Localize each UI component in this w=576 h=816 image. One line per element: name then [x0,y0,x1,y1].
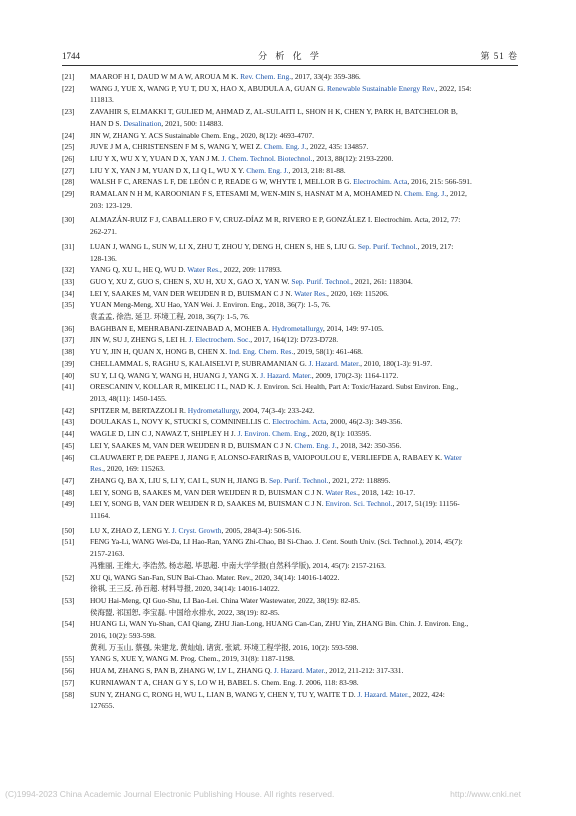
running-header [62,49,518,63]
reference-text: , 2022, 209: 117893. [219,265,282,275]
header-rule [62,65,518,66]
reference-number: [46] [62,452,75,462]
reference-text: SUN Y, ZHANG C, RONG H, WU L, LIAN B, WANG Y, CHEN Y, TU Y, WAITE T D. [90,689,358,699]
reference-text: SPITZER M, BERTAZZOLI R. [90,405,188,415]
reference-text: , 2020, 8(1): 103595. [307,429,372,439]
reference-text: , 2019, 217: [417,241,454,251]
reference-text: JUVE J M A, CHRISTENSEN F M S, WANG Y, WEI Z. [90,142,264,152]
reference-line [90,288,518,300]
reference-line [90,358,518,370]
reference-text: WAGLE D, LIN C J, NAWAZ T, SHIPLEY H J. [90,429,238,439]
reference-number: [29] [62,189,75,199]
reference-item [62,452,518,475]
reference-line [90,311,518,323]
reference-text: , 2022, 424: [408,689,445,699]
reference-text: , 2004, 74(3-4): 233-242. [238,405,315,415]
journal-link[interactable]: Sep. Purif. Technol. [268,475,329,485]
journal-link[interactable]: Chem. Eng. J. [294,440,337,450]
journal-link[interactable]: J. Environ. Chem. Eng. [237,429,308,439]
journal-link[interactable]: J. Hazard. Mater. [273,666,326,676]
journal-link[interactable]: J. Hazard. Mater. [260,370,312,380]
reference-line [90,583,518,595]
reference-number: [28] [62,177,75,187]
reference-text: LIU Y X, YAN J M, YUAN D X, LI Q L, WU X Y. [90,165,247,175]
reference-number: [38] [62,347,75,357]
reference-text: 2016, 10(2): 593-598. [90,631,156,641]
reference-item [62,475,518,487]
journal-link[interactable]: Chem. Eng. J. [246,165,289,175]
reference-item [62,370,518,382]
reference-line [90,416,518,428]
reference-text: , 2013, 218: 81-88. [288,165,346,175]
reference-text: , 2020, 169: 115263. [103,464,165,474]
page-number: 1744 [62,51,80,61]
reference-line [90,141,518,153]
reference-text: , 2018, 142: 10-17. [358,487,416,497]
reference-item [62,689,518,712]
reference-number: [45] [62,440,75,450]
reference-item [62,188,518,211]
reference-line [90,525,518,537]
reference-item [62,487,518,499]
reference-text: YUAN Meng-Meng, XU Hao, YAN Wei. J. Environ. Eng., 2018, 36(7): 1-5, 76. [90,300,331,310]
reference-line [90,226,518,238]
reference-number: [51] [62,537,75,547]
journal-link[interactable]: Sep. Purif. Technol. [291,276,351,286]
reference-number: [22] [62,83,75,93]
journal-link[interactable]: J. Hazard. Mater. [308,358,361,368]
reference-line [90,498,518,510]
reference-item [62,595,518,618]
reference-line [90,665,518,677]
reference-line [90,214,518,226]
reference-line [90,393,518,405]
journal-link[interactable]: Water Res. [294,288,327,298]
reference-number: [24] [62,130,75,140]
journal-link[interactable]: Water [443,452,462,462]
reference-text: YANG S, XUE Y, WANG M. Prog. Chem., 2019, 31(8): 1187-1198. [90,654,295,664]
reference-number: [47] [62,475,75,485]
journal-link[interactable]: J. Cryst. Growth [171,525,222,535]
volume-label: 第 51 卷 [480,51,518,61]
copyright-notice: (C)1994-2023 China Academic Journal Electronic Publishing House. All rights reserved. [5,789,335,799]
reference-number: [21] [62,72,75,81]
reference-line [90,642,518,654]
reference-text: 262-271. [90,227,117,237]
reference-text: , 2022, 154: [435,83,472,93]
reference-item [62,176,518,188]
reference-number: [56] [62,666,75,676]
reference-text: ZAVAHIR S, ELMAKKI T, GULIED M, AHMAD Z, AL-SULAITI L, SHON H K, CHEN Y, PARK H, BATCHELOR B, [90,107,458,117]
reference-text: , 2017, 51(19): 11156- [392,499,460,509]
reference-line [90,253,518,265]
reference-number: [40] [62,370,75,380]
journal-link[interactable]: Electrochim. Acta [272,417,327,427]
reference-text: WALSH F C, ARENAS L F, DE LEÓN C P, READE G W, WHYTE I, MELLOR B G. [90,177,354,187]
reference-text: XU Qi, WANG San-Fan, SUN Bai-Chao. Mater. Rev., 2020, 34(14): 14016-14022. [90,572,340,582]
reference-text: , 2009, 170(2-3): 1164-1172. [311,370,399,380]
reference-text: , 2012, [446,189,467,199]
reference-number: [34] [62,288,75,298]
reference-item [62,214,518,237]
reference-number: [41] [62,382,75,392]
reference-number: [50] [62,525,75,535]
reference-item [62,346,518,358]
reference-number: [31] [62,241,75,251]
reference-text: , 2018, 342: 350-356. [336,440,402,450]
reference-number: [32] [62,265,75,275]
reference-text: 127655. [90,701,115,711]
reference-line [90,653,518,665]
reference-line [90,334,518,346]
reference-text: 2013, 48(11): 1450-1455. [90,393,167,403]
reference-item [62,264,518,276]
journal-link[interactable]: Chem. Eng. J. [263,142,307,152]
reference-text: 侯海盟, 祁国恕, 李宝磊. 中国给水排水, 2022, 38(19): 82-85. [90,607,280,617]
reference-text: , 2014, 149: 97-105. [322,323,384,333]
reference-line [90,94,518,106]
reference-text: JIN W, SU J, ZHENG S, LEI H. [90,335,189,345]
reference-line [90,440,518,452]
reference-number: [43] [62,417,75,427]
reference-item [62,440,518,452]
reference-item [62,677,518,689]
reference-text: HUA M, ZHANG S, PAN B, ZHANG W, LV L, ZHANG Q. [90,666,274,676]
reference-line [90,487,518,499]
reference-line [90,689,518,701]
reference-text: LUAN J, WANG L, SUN W, LI X, ZHU T, ZHOU Y, DENG H, CHEN S, HE S, LIU G. [90,241,358,251]
reference-line [90,276,518,288]
reference-item [62,288,518,300]
reference-line [90,241,518,253]
reference-text: LEI Y, SONG B, VAN DER WEIJDEN R D, SAAKES M, BUISMAN C J N. [90,499,326,509]
reference-line [90,370,518,382]
reference-line [90,510,518,522]
reference-text: , 2019, 58(1): 461-468. [293,347,363,357]
journal-link[interactable]: Water Res. [187,265,220,275]
reference-item [62,276,518,288]
reference-line [90,83,518,95]
reference-text: 2157-2163. [90,549,125,559]
reference-line [90,323,518,335]
journal-link[interactable]: Water Res. [325,487,359,497]
reference-line [90,548,518,560]
reference-line [90,130,518,142]
reference-item [62,241,518,264]
reference-line [90,607,518,619]
reference-text: DOULAKAS L, NOVY K, STUCKI S, COMNINELLIS C. [90,417,273,427]
reference-list [62,71,518,712]
reference-line [90,200,518,212]
reference-number: [36] [62,323,75,333]
reference-number: [27] [62,165,75,175]
reference-item [62,405,518,417]
reference-line [90,381,518,393]
reference-number: [23] [62,107,75,117]
reference-text: , 2017, 164(12): D723-D728. [250,335,339,345]
reference-text: , 2017, 33(4): 359-386. [291,72,361,81]
reference-line [90,264,518,276]
reference-item [62,323,518,335]
reference-text: , 2012, 211-212: 317-331. [325,666,404,676]
reference-text: HAN D S. [90,118,124,128]
reference-number: [39] [62,358,75,368]
reference-item [62,653,518,665]
reference-text: FENG Ya-Li, WANG Wei-Da, LI Hao-Ran, YANG Zhi-Chao, BI Si-Chao. J. Cent. South Univ. (Sci. Technol.), 2014, 45(7): [90,537,463,547]
reference-line [90,106,518,118]
reference-line [90,630,518,642]
reference-text: LEI Y, SAAKES M, VAN DER WEIJDEN R D, BUISMAN C J N. [90,288,295,298]
reference-text: LU X, ZHAO Z, LENG Y. [90,525,172,535]
reference-item [62,572,518,595]
journal-link[interactable]: Hydrometallurgy [271,323,323,333]
reference-number: [52] [62,572,75,582]
reference-text: LIU Y X, WU X Y, YUAN D X, YAN J M. [90,153,222,163]
reference-line [90,572,518,584]
reference-line [90,595,518,607]
reference-text: , 2022, 435: 134857. [306,142,369,152]
reference-text: , 2016, 215: 566-591. [407,177,472,187]
reference-item [62,106,518,129]
reference-item [62,618,518,653]
reference-text: , 2005, 284(3-4): 506-516. [221,525,302,535]
reference-item [62,141,518,153]
reference-text: , 2020, 169: 115206. [326,288,389,298]
reference-line [90,188,518,200]
journal-link[interactable]: Rev. Chem. Eng. [240,72,292,81]
reference-number: [42] [62,405,75,415]
reference-text: ALMAZÁN-RUIZ F J, CABALLERO F V, CRUZ-DÍAZ M R, RIVERO E P, GONZÁLEZ I. Electrochim. Acta, 2012, 77: [90,215,461,225]
reference-text: CLAUWAERT P, DE PAEPE J, JIANG F, ALONSO-FARIÑAS B, VAIOPOULOU E, VERLIEFDE A, RABAEY K. [90,452,444,462]
reference-item [62,71,518,83]
reference-item [62,428,518,440]
journal-link[interactable]: Ind. Eng. Chem. Res. [228,347,294,357]
reference-line [90,176,518,188]
journal-link[interactable]: Desalination [123,118,162,128]
reference-item [62,83,518,106]
reference-line [90,299,518,311]
reference-item [62,525,518,537]
reference-text: LEI Y, SAAKES M, VAN DER WEIJDEN R D, BUISMAN C J N. [90,440,295,450]
reference-text: GUO Y, XU Z, GUO S, CHEN S, XU H, XU X, GAO X, YAN W. [90,276,292,286]
reference-line [90,346,518,358]
journal-link[interactable]: Res. [90,464,104,474]
reference-text: , 2021, 261: 118304. [350,276,413,286]
reference-text: , 2021, 272: 118895. [328,475,391,485]
reference-item [62,334,518,346]
reference-number: [33] [62,276,75,286]
reference-text: ORESCANIN V, KOLLAR R, MIKELIC I L, NAD K. J. Environ. Sci. Health, Part A: Toxic/Hazard. Subst Environ. Eng., [90,382,459,392]
reference-number: [54] [62,619,75,629]
journal-title: 分 析 化 学 [258,51,322,61]
reference-text: RAMALAN N H M, KAROONIAN F S, ETESAMI M, WEN-MIN S, HASNAT M A, MOHAMED N. [90,189,404,199]
reference-number: [26] [62,153,75,163]
reference-text: HUANG Li, WAN Yu-Shan, CAI Qiang, ZHU Jian-Long, HUANG Can-Can, ZHU Yin, ZHANG Bin. Chin. J. Environ. Eng., [90,619,469,629]
reference-line [90,71,518,83]
reference-item [62,165,518,177]
journal-link[interactable]: Renewable Sustainable Energy Rev. [326,83,436,93]
reference-text: , 2013, 88(12): 2193-2200. [312,153,394,163]
reference-line [90,475,518,487]
reference-line [90,452,518,464]
reference-text: 11164. [90,511,111,521]
reference-text: LEI Y, SONG B, SAAKES M, VAN DER WEIJDEN R D, BUISMAN C J N. [90,487,326,497]
reference-number: [30] [62,215,75,225]
journal-link[interactable]: Chem. Eng. J. [403,189,447,199]
reference-number: [58] [62,689,75,699]
journal-link[interactable]: J. Chem. Technol. Biotechnol. [221,153,313,163]
journal-link[interactable]: Hydrometallurgy [187,405,239,415]
reference-line [90,700,518,712]
reference-line [90,428,518,440]
reference-text: 128-136. [90,253,117,263]
reference-line [90,560,518,572]
reference-line [90,153,518,165]
reference-number: [44] [62,429,75,439]
reference-number: [55] [62,654,75,664]
reference-number: [48] [62,487,75,497]
reference-text: 袁孟孟, 徐浩, 延卫. 环境工程, 2018, 36(7): 1-5, 76. [90,312,250,322]
reference-text: KURNIAWAN T A, CHAN G Y S, LO W H, BABEL S. Chem. Eng. J. 2006, 118: 83-98. [90,677,359,687]
reference-text: , 2010, 180(1-3): 91-97. [360,358,433,368]
reference-item [62,665,518,677]
reference-text: MAAROF H I, DAUD W M A W, AROUA M K. [90,72,241,81]
reference-line [90,677,518,689]
reference-line [90,405,518,417]
reference-text: 徐祺, 王三反, 孙百超. 材料导报, 2020, 34(14): 14016-14022. [90,584,280,594]
reference-text: ZHANG Q, BA X, LIU S, LI Y, CAI L, SUN H, JIANG B. [90,475,269,485]
reference-item [62,358,518,370]
reference-number: [53] [62,595,75,605]
reference-text: 111813. [90,95,114,105]
reference-text: , 2021, 500: 114883. [161,118,224,128]
cnki-url: http://www.cnki.net [450,789,521,799]
reference-text: CHELLAMMAL S, RAGHU S, KALAISELVI P, SUBRAMANIAN G. [90,358,309,368]
journal-link[interactable]: J. Electrochem. Soc. [188,335,251,345]
reference-number: [25] [62,142,75,152]
reference-item [62,381,518,404]
reference-number: [49] [62,499,75,509]
reference-item [62,536,518,571]
journal-link[interactable]: Sep. Purif. Technol. [357,241,418,251]
journal-link[interactable]: J. Hazard. Mater. [357,689,409,699]
reference-text: 黄利, 万玉山, 蔡强, 朱建龙, 黄灿灿, 诸寅, 张斌. 环境工程学报, 2016, 10(2): 593-598. [90,642,359,652]
reference-item [62,130,518,142]
reference-text: BAGHBAN E, MEHRABANI-ZEINABAD A, MOHEB A. [90,323,272,333]
reference-number: [57] [62,677,75,687]
reference-line [90,463,518,475]
reference-line [90,536,518,548]
reference-item [62,299,518,322]
copyright-footer [0,788,576,800]
reference-item [62,153,518,165]
reference-line [90,618,518,630]
reference-number: [35] [62,300,75,310]
journal-link[interactable]: Environ. Sci. Technol. [325,499,393,509]
reference-text: , 2000, 46(2-3): 349-356. [326,417,403,427]
journal-link[interactable]: Electrochim. Acta [353,177,408,187]
reference-text: 203: 123-129. [90,200,133,210]
reference-text: HOU Hai-Meng, QI Guo-Shu, LI Bao-Lei. China Water Wastewater, 2022, 38(19): 82-85. [90,595,361,605]
reference-text: WANG J, YUE X, WANG P, YU T, DU X, HAO X, ABUDULA A, GUAN G. [90,83,327,93]
reference-item [62,416,518,428]
reference-number: [37] [62,335,75,345]
reference-text: YANG Q, XU L, HE Q, WU D. [90,265,188,275]
reference-item [62,498,518,521]
reference-text: SU Y, LI Q, WANG Y, WANG H, HUANG J, YANG X. [90,370,261,380]
reference-text: 冯雅丽, 王维大, 李浩然, 杨志超, 毕思超. 中南大学学报(自然科学版), 2014, 45(7): 2157-2163. [90,560,386,570]
reference-line [90,165,518,177]
reference-text: YU Y, JIN H, QUAN X, HONG B, CHEN X. [90,347,229,357]
reference-text: JIN W, ZHANG Y. ACS Sustainable Chem. Eng., 2020, 8(12): 4693-4707. [90,130,314,140]
reference-line [90,118,518,130]
